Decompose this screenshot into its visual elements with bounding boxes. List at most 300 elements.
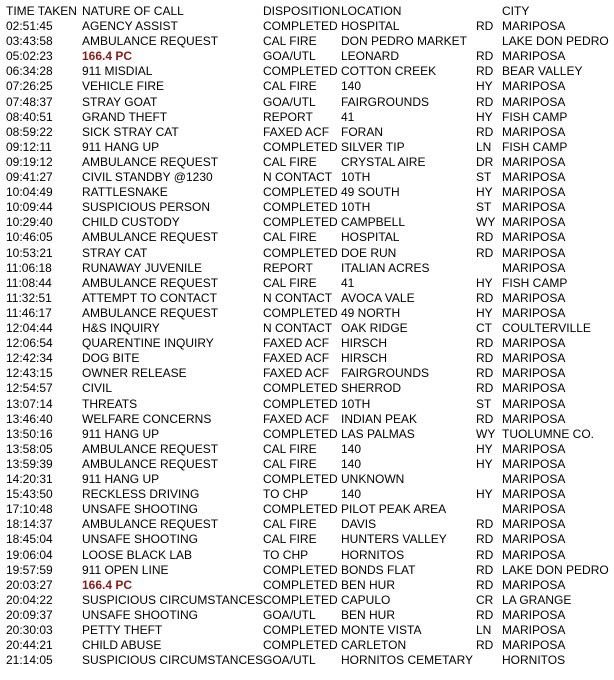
call-row [0, 427, 614, 442]
call-row [0, 608, 614, 623]
call-city: MARIPOSA [502, 608, 566, 622]
call-disposition: CAL FIRE [263, 442, 317, 456]
call-disposition: GOA/UTL [263, 608, 316, 622]
call-time: 05:02:23 [6, 49, 53, 63]
call-time: 07:48:37 [6, 95, 53, 109]
call-disposition: COMPLETED [263, 185, 338, 199]
call-disposition: COMPLETED [263, 397, 338, 411]
call-city: LAKE DON PEDRO [502, 34, 609, 48]
call-street-suffix: LN [476, 140, 492, 154]
call-city: MARIPOSA [502, 306, 566, 320]
call-disposition: GOA/UTL [263, 95, 316, 109]
call-city: MARIPOSA [502, 532, 566, 546]
call-row [0, 548, 614, 563]
call-disposition: FAXED ACF [263, 366, 330, 380]
call-street-suffix: ST [476, 170, 492, 184]
call-time: 15:43:50 [6, 487, 53, 501]
call-time: 10:46:05 [6, 230, 53, 244]
call-row [0, 276, 614, 291]
call-nature: AMBULANCE REQUEST [82, 442, 219, 456]
call-disposition: N CONTACT [263, 291, 333, 305]
call-street-suffix: WY [476, 215, 496, 229]
call-time: 19:06:04 [6, 548, 53, 562]
call-row [0, 397, 614, 412]
call-nature: UNSAFE SHOOTING [82, 502, 199, 516]
call-nature: AGENCY ASSIST [82, 19, 178, 33]
call-row [0, 653, 614, 668]
call-nature: QUARENTINE INQUIRY [82, 336, 214, 350]
call-city: FISH CAMP [502, 276, 568, 290]
call-row [0, 19, 614, 34]
call-row [0, 517, 614, 532]
call-location: 140 [341, 487, 362, 501]
call-time: 18:45:04 [6, 532, 53, 546]
call-location: 41 [341, 110, 355, 124]
call-location: HORNITOS [341, 548, 405, 562]
call-nature: AMBULANCE REQUEST [82, 155, 219, 169]
call-row [0, 563, 614, 578]
call-row [0, 532, 614, 547]
call-city: MARIPOSA [502, 185, 566, 199]
call-city: MARIPOSA [502, 487, 566, 501]
call-time: 12:42:34 [6, 351, 53, 365]
call-street-suffix: RD [476, 578, 494, 592]
call-street-suffix: HY [476, 276, 493, 290]
call-location: 10TH [341, 397, 371, 411]
call-disposition: COMPLETED [263, 306, 338, 320]
call-disposition: FAXED ACF [263, 412, 330, 426]
call-nature: RECKLESS DRIVING [82, 487, 200, 501]
call-street-suffix: RD [476, 49, 494, 63]
call-disposition: CAL FIRE [263, 276, 317, 290]
call-disposition: COMPLETED [263, 563, 338, 577]
call-city: MARIPOSA [502, 548, 566, 562]
call-city: MARIPOSA [502, 291, 566, 305]
call-location: AVOCA VALE [341, 291, 415, 305]
call-row [0, 95, 614, 110]
call-city: MARIPOSA [502, 502, 566, 516]
call-city: HORNITOS [502, 653, 566, 667]
call-city: MARIPOSA [502, 215, 566, 229]
call-location: BONDS FLAT [341, 563, 416, 577]
call-location: 10TH [341, 200, 371, 214]
header-city: CITY [502, 4, 530, 18]
call-nature: GRAND THEFT [82, 110, 168, 124]
call-disposition: CAL FIRE [263, 532, 317, 546]
call-street-suffix: RD [476, 548, 494, 562]
call-city: BEAR VALLEY [502, 64, 583, 78]
call-location: HOSPITAL [341, 19, 400, 33]
call-disposition: COMPLETED [263, 578, 338, 592]
call-row [0, 34, 614, 49]
call-nature: STRAY CAT [82, 246, 148, 260]
call-nature: AMBULANCE REQUEST [82, 306, 219, 320]
call-location: PILOT PEAK AREA [341, 502, 447, 516]
call-nature: WELFARE CONCERNS [82, 412, 212, 426]
call-time: 11:08:44 [6, 276, 52, 290]
call-location: DOE RUN [341, 246, 397, 260]
call-city: MARIPOSA [502, 442, 566, 456]
call-disposition: FAXED ACF [263, 336, 330, 350]
call-location: LEONARD [341, 49, 400, 63]
call-disposition: COMPLETED [263, 502, 338, 516]
call-location: FAIRGROUNDS [341, 95, 430, 109]
call-nature: 911 MISDIAL [82, 64, 153, 78]
call-nature: SICK STRAY CAT [82, 125, 179, 139]
call-city: MARIPOSA [502, 623, 566, 637]
call-nature: THREATS [82, 397, 138, 411]
call-location: BEN HUR [341, 608, 396, 622]
call-row [0, 185, 614, 200]
call-city: MARIPOSA [502, 381, 566, 395]
call-disposition: REPORT [263, 261, 313, 275]
call-location: SHERROD [341, 381, 402, 395]
call-street-suffix: ST [476, 200, 492, 214]
call-row [0, 366, 614, 381]
call-street-suffix: RD [476, 246, 494, 260]
call-location: HORNITOS CEMETARY [341, 653, 474, 667]
call-location: UNKNOWN [341, 472, 405, 486]
call-time: 09:41:27 [6, 170, 53, 184]
call-location: FAIRGROUNDS [341, 366, 430, 380]
call-street-suffix: RD [476, 638, 494, 652]
call-location: HUNTERS VALLEY [341, 532, 447, 546]
call-city: MARIPOSA [502, 638, 566, 652]
call-nature: 911 HANG UP [82, 427, 160, 441]
call-location: FORAN [341, 125, 383, 139]
call-nature: 911 HANG UP [82, 472, 160, 486]
call-city: LA GRANGE [502, 593, 572, 607]
call-city: MARIPOSA [502, 95, 566, 109]
call-disposition: CAL FIRE [263, 230, 317, 244]
call-time: 17:10:48 [6, 502, 53, 516]
call-time: 19:57:59 [6, 563, 53, 577]
call-time: 20:44:21 [6, 638, 53, 652]
call-row [0, 49, 614, 64]
call-nature: AMBULANCE REQUEST [82, 457, 219, 471]
call-disposition: COMPLETED [263, 593, 338, 607]
call-row [0, 200, 614, 215]
call-time: 08:40:51 [6, 110, 53, 124]
call-location: COTTON CREEK [341, 64, 437, 78]
call-time: 09:19:12 [6, 155, 53, 169]
call-time: 03:43:58 [6, 34, 53, 48]
call-location: CARLETON [341, 638, 407, 652]
call-location: ITALIAN ACRES [341, 261, 430, 275]
call-location: INDIAN PEAK [341, 412, 418, 426]
call-nature: AMBULANCE REQUEST [82, 276, 219, 290]
call-row [0, 110, 614, 125]
call-time: 11:06:18 [6, 261, 52, 275]
call-row [0, 170, 614, 185]
call-nature: SUSPICIOUS CIRCUMSTANCES [82, 593, 264, 607]
call-street-suffix: ST [476, 397, 492, 411]
call-row [0, 215, 614, 230]
call-location: BEN HUR [341, 578, 396, 592]
call-city: MARIPOSA [502, 246, 566, 260]
call-row [0, 291, 614, 306]
call-nature: AMBULANCE REQUEST [82, 34, 219, 48]
call-disposition: FAXED ACF [263, 351, 330, 365]
call-row [0, 472, 614, 487]
call-disposition: FAXED ACF [263, 125, 330, 139]
call-disposition: COMPLETED [263, 427, 338, 441]
call-disposition: COMPLETED [263, 638, 338, 652]
call-nature: ATTEMPT TO CONTACT [82, 291, 217, 305]
call-time: 12:43:15 [6, 366, 53, 380]
call-time: 10:29:40 [6, 215, 53, 229]
call-disposition: REPORT [263, 110, 313, 124]
call-location: CAMPBELL [341, 215, 406, 229]
call-city: MARIPOSA [502, 19, 566, 33]
call-row [0, 64, 614, 79]
call-city: FISH CAMP [502, 140, 568, 154]
call-nature: VEHICLE FIRE [82, 79, 165, 93]
call-time: 13:50:16 [6, 427, 53, 441]
call-street-suffix: RD [476, 336, 494, 350]
call-city: FISH CAMP [502, 110, 568, 124]
call-street-suffix: LN [476, 623, 492, 637]
call-street-suffix: CR [476, 593, 494, 607]
call-city: MARIPOSA [502, 200, 566, 214]
call-row [0, 246, 614, 261]
call-nature: CIVIL [82, 381, 113, 395]
call-time: 10:04:49 [6, 185, 53, 199]
call-street-suffix: RD [476, 381, 494, 395]
call-street-suffix: HY [476, 487, 493, 501]
call-location: CRYSTAL AIRE [341, 155, 426, 169]
call-street-suffix: RD [476, 532, 494, 546]
call-location: 49 NORTH [341, 306, 401, 320]
call-street-suffix: DR [476, 155, 494, 169]
call-disposition: N CONTACT [263, 321, 333, 335]
call-time: 14:20:31 [6, 472, 53, 486]
call-location: HOSPITAL [341, 230, 400, 244]
call-row [0, 79, 614, 94]
call-street-suffix: CT [476, 321, 492, 335]
call-time: 20:30:03 [6, 623, 53, 637]
call-street-suffix: HY [476, 79, 493, 93]
call-city: MARIPOSA [502, 79, 566, 93]
call-street-suffix: RD [476, 95, 494, 109]
call-street-suffix: RD [476, 125, 494, 139]
call-row [0, 442, 614, 457]
call-city: MARIPOSA [502, 170, 566, 184]
call-nature: UNSAFE SHOOTING [82, 608, 199, 622]
call-row [0, 230, 614, 245]
call-nature: H&S INQUIRY [82, 321, 160, 335]
call-disposition: CAL FIRE [263, 79, 317, 93]
call-disposition: COMPLETED [263, 381, 338, 395]
call-street-suffix: HY [476, 185, 493, 199]
call-time: 11:46:17 [6, 306, 52, 320]
call-location: 140 [341, 79, 362, 93]
call-nature: 166.4 PC [82, 578, 133, 592]
call-city: MARIPOSA [502, 457, 566, 471]
call-time: 11:32:51 [6, 291, 52, 305]
call-time: 10:09:44 [6, 200, 53, 214]
call-disposition: GOA/UTL [263, 653, 316, 667]
call-row [0, 638, 614, 653]
call-street-suffix: RD [476, 563, 494, 577]
call-nature: 911 HANG UP [82, 140, 160, 154]
call-time: 13:58:05 [6, 442, 53, 456]
call-street-suffix: RD [476, 291, 494, 305]
call-row [0, 457, 614, 472]
call-location: HIRSCH [341, 336, 388, 350]
call-street-suffix: RD [476, 64, 494, 78]
call-street-suffix: RD [476, 608, 494, 622]
call-city: MARIPOSA [502, 412, 566, 426]
call-city: MARIPOSA [502, 49, 566, 63]
call-disposition: TO CHP [263, 548, 309, 562]
call-disposition: COMPLETED [263, 200, 338, 214]
call-location: HIRSCH [341, 351, 388, 365]
call-street-suffix: RD [476, 19, 494, 33]
call-street-suffix: HY [476, 442, 493, 456]
call-time: 18:14:37 [6, 517, 53, 531]
call-row [0, 502, 614, 517]
call-disposition: CAL FIRE [263, 517, 317, 531]
call-time: 02:51:45 [6, 19, 53, 33]
call-nature: OWNER RELEASE [82, 366, 187, 380]
call-nature: 166.4 PC [82, 49, 133, 63]
call-disposition: COMPLETED [263, 246, 338, 260]
call-disposition: COMPLETED [263, 140, 338, 154]
call-nature: SUSPICIOUS PERSON [82, 200, 211, 214]
call-time: 13:07:14 [6, 397, 53, 411]
call-time: 06:34:28 [6, 64, 53, 78]
call-row [0, 306, 614, 321]
call-nature: SUSPICIOUS CIRCUMSTANCES [82, 653, 264, 667]
call-time: 10:53:21 [6, 246, 53, 260]
call-time: 12:54:57 [6, 381, 53, 395]
call-city: MARIPOSA [502, 517, 566, 531]
call-nature: RATTLESNAKE [82, 185, 168, 199]
call-row [0, 321, 614, 336]
call-street-suffix: WY [476, 427, 496, 441]
call-disposition: COMPLETED [263, 472, 338, 486]
call-location: MONTE VISTA [341, 623, 422, 637]
call-street-suffix: HY [476, 110, 493, 124]
call-row [0, 578, 614, 593]
call-time: 20:03:27 [6, 578, 53, 592]
call-time: 21:14:05 [6, 653, 53, 667]
call-city: MARIPOSA [502, 261, 566, 275]
call-city: COULTERVILLE [502, 321, 591, 335]
call-time: 13:46:40 [6, 412, 53, 426]
call-row [0, 155, 614, 170]
call-city: TUOLUMNE CO. [502, 427, 595, 441]
call-time: 20:09:37 [6, 608, 53, 622]
call-row [0, 487, 614, 502]
call-time: 08:59:22 [6, 125, 53, 139]
call-nature: DOG BITE [82, 351, 140, 365]
call-street-suffix: RD [476, 351, 494, 365]
call-city: MARIPOSA [502, 336, 566, 350]
call-street-suffix: RD [476, 366, 494, 380]
call-street-suffix: HY [476, 306, 493, 320]
call-row [0, 412, 614, 427]
call-location: OAK RIDGE [341, 321, 408, 335]
call-time: 20:04:22 [6, 593, 53, 607]
call-disposition: COMPLETED [263, 64, 338, 78]
call-city: LAKE DON PEDRO [502, 563, 609, 577]
call-street-suffix: RD [476, 412, 494, 426]
call-time: 07:26:25 [6, 79, 53, 93]
header-disposition: DISPOSITION [263, 4, 341, 18]
call-row [0, 125, 614, 140]
header-row [0, 4, 614, 19]
call-row [0, 381, 614, 396]
call-nature: 911 OPEN LINE [82, 563, 169, 577]
call-row [0, 593, 614, 608]
call-location: 10TH [341, 170, 371, 184]
call-disposition: CAL FIRE [263, 155, 317, 169]
call-disposition: GOA/UTL [263, 49, 316, 63]
call-row [0, 261, 614, 276]
call-city: MARIPOSA [502, 578, 566, 592]
call-nature: PETTY THEFT [82, 623, 163, 637]
call-row [0, 351, 614, 366]
header-time: TIME TAKEN [6, 4, 77, 18]
call-disposition: COMPLETED [263, 19, 338, 33]
call-row [0, 140, 614, 155]
call-city: MARIPOSA [502, 472, 566, 486]
call-time: 09:12:11 [6, 140, 52, 154]
call-nature: CIVIL STANDBY @1230 [82, 170, 213, 184]
call-nature: CHILD ABUSE [82, 638, 162, 652]
call-disposition: COMPLETED [263, 623, 338, 637]
call-nature: AMBULANCE REQUEST [82, 230, 219, 244]
call-disposition: TO CHP [263, 487, 309, 501]
call-location: 140 [341, 457, 362, 471]
call-location: DAVIS [341, 517, 377, 531]
call-location: LAS PALMAS [341, 427, 415, 441]
call-disposition: CAL FIRE [263, 34, 317, 48]
call-nature: LOOSE BLACK LAB [82, 548, 193, 562]
call-time: 13:59:39 [6, 457, 53, 471]
call-location: DON PEDRO MARKET [341, 34, 468, 48]
call-nature: STRAY GOAT [82, 95, 158, 109]
call-nature: CHILD CUSTODY [82, 215, 180, 229]
call-time: 12:06:54 [6, 336, 53, 350]
call-location: 140 [341, 442, 362, 456]
call-city: MARIPOSA [502, 155, 566, 169]
call-row [0, 336, 614, 351]
call-location: CAPULO [341, 593, 391, 607]
call-location: 41 [341, 276, 355, 290]
call-location: SILVER TIP [341, 140, 405, 154]
call-street-suffix: HY [476, 457, 493, 471]
call-time: 12:04:44 [6, 321, 53, 335]
call-nature: UNSAFE SHOOTING [82, 532, 199, 546]
call-city: MARIPOSA [502, 230, 566, 244]
call-city: MARIPOSA [502, 366, 566, 380]
header-location: LOCATION [341, 4, 402, 18]
call-city: MARIPOSA [502, 125, 566, 139]
call-nature: AMBULANCE REQUEST [82, 517, 219, 531]
call-city: MARIPOSA [502, 351, 566, 365]
call-disposition: CAL FIRE [263, 457, 317, 471]
call-nature: RUNAWAY JUVENILE [82, 261, 203, 275]
call-disposition: COMPLETED [263, 215, 338, 229]
call-disposition: N CONTACT [263, 170, 333, 184]
header-nature: NATURE OF CALL [82, 4, 184, 18]
call-row [0, 623, 614, 638]
call-street-suffix: RD [476, 230, 494, 244]
call-street-suffix: RD [476, 517, 494, 531]
